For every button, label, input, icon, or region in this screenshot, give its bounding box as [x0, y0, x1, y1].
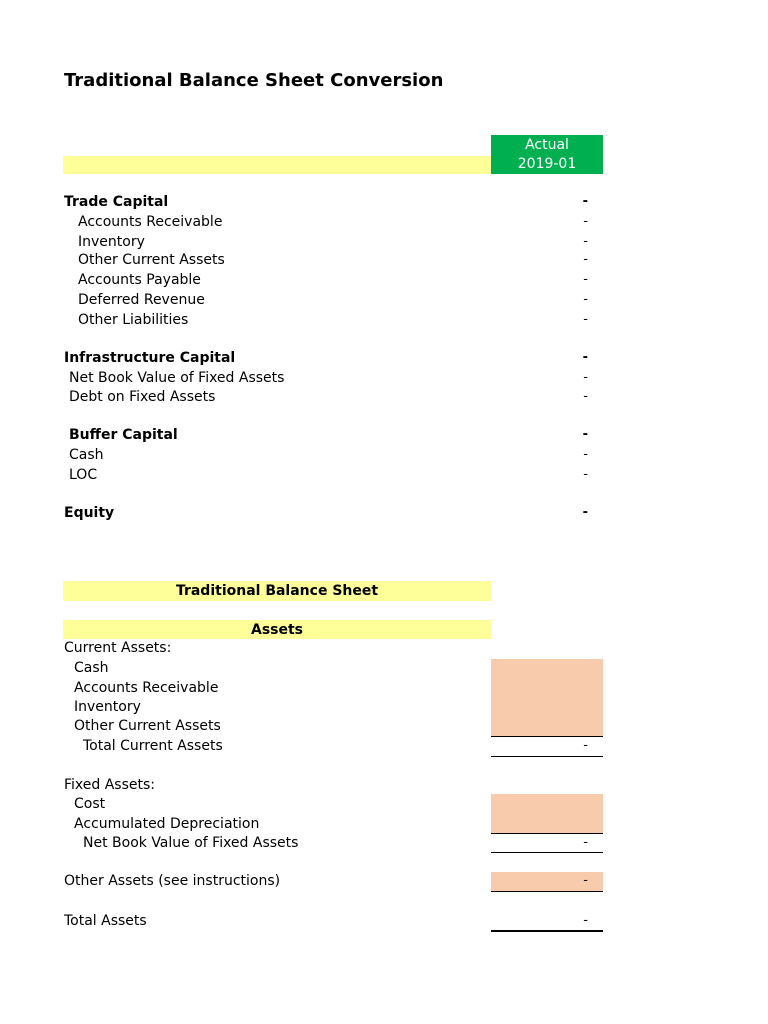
fixed-assets-bottom-rule — [491, 852, 603, 853]
fa-cost-label: Cost — [74, 796, 106, 812]
column-header-line2: 2019-01 — [517, 156, 577, 172]
assets-heading: Assets — [63, 620, 491, 639]
tc-inventory-value[interactable]: - — [583, 234, 588, 249]
ca-inventory-label: Inventory — [74, 699, 141, 715]
infrastructure-capital-label: Infrastructure Capital — [64, 350, 236, 366]
tc-inventory-label: Inventory — [78, 234, 145, 250]
net-book-value-fixed-assets-value[interactable]: - — [583, 835, 588, 850]
tc-deferred-revenue-value[interactable]: - — [583, 292, 588, 307]
trade-capital-label: Trade Capital — [64, 194, 169, 210]
tc-accounts-receivable-label: Accounts Receivable — [78, 214, 223, 230]
ca-cash-label: Cash — [74, 660, 109, 676]
infrastructure-capital-value[interactable]: - — [582, 350, 588, 365]
bc-cash-label: Cash — [69, 447, 104, 463]
ic-debt-on-fixed-assets-value[interactable]: - — [583, 389, 588, 404]
fixed-assets-input-block[interactable] — [491, 794, 603, 833]
tc-deferred-revenue-label: Deferred Revenue — [78, 292, 205, 308]
ca-other-current-assets-label: Other Current Assets — [74, 718, 221, 734]
equity-label: Equity — [64, 505, 115, 521]
fa-accumulated-depreciation-label: Accumulated Depreciation — [74, 816, 260, 832]
ic-debt-on-fixed-assets-label: Debt on Fixed Assets — [69, 389, 216, 405]
tc-other-current-assets-label: Other Current Assets — [78, 252, 225, 268]
tc-other-current-assets-value[interactable]: - — [583, 252, 588, 267]
bc-loc-value[interactable]: - — [583, 467, 588, 482]
header-yellow-band — [63, 156, 491, 174]
tc-other-liabilities-value[interactable]: - — [583, 312, 588, 327]
other-assets-label: Other Assets (see instructions) — [64, 873, 281, 889]
buffer-capital-value[interactable]: - — [582, 427, 588, 442]
tc-accounts-payable-value[interactable]: - — [583, 272, 588, 287]
total-current-assets-label: Total Current Assets — [83, 738, 223, 754]
buffer-capital-label: Buffer Capital — [69, 427, 178, 443]
total-assets-double-rule — [491, 930, 603, 932]
traditional-balance-sheet-heading: Traditional Balance Sheet — [63, 581, 491, 601]
page-title: Traditional Balance Sheet Conversion — [64, 70, 444, 91]
bc-loc-label: LOC — [69, 467, 98, 483]
fixed-assets-label: Fixed Assets: — [64, 777, 156, 793]
total-assets-label: Total Assets — [64, 913, 147, 929]
equity-value[interactable]: - — [582, 505, 588, 520]
ca-accounts-receivable-label: Accounts Receivable — [74, 680, 219, 696]
other-assets-rule — [491, 891, 603, 892]
total-assets-value[interactable]: - — [583, 913, 588, 928]
current-assets-label: Current Assets: — [64, 640, 172, 656]
ic-net-book-value-label: Net Book Value of Fixed Assets — [69, 370, 285, 386]
column-header-cell[interactable] — [491, 135, 603, 174]
bc-cash-value[interactable]: - — [583, 447, 588, 462]
current-assets-bottom-rule — [491, 756, 603, 757]
tc-accounts-payable-label: Accounts Payable — [78, 272, 201, 288]
other-assets-value[interactable]: - — [583, 873, 588, 888]
net-book-value-fixed-assets-label: Net Book Value of Fixed Assets — [83, 835, 299, 851]
tc-accounts-receivable-value[interactable]: - — [583, 214, 588, 229]
column-header-line1: Actual — [525, 137, 569, 153]
current-assets-input-block[interactable] — [491, 659, 603, 736]
total-current-assets-value[interactable]: - — [583, 738, 588, 753]
trade-capital-value[interactable]: - — [582, 194, 588, 209]
tc-other-liabilities-label: Other Liabilities — [78, 312, 189, 328]
ic-net-book-value-value[interactable]: - — [583, 370, 588, 385]
